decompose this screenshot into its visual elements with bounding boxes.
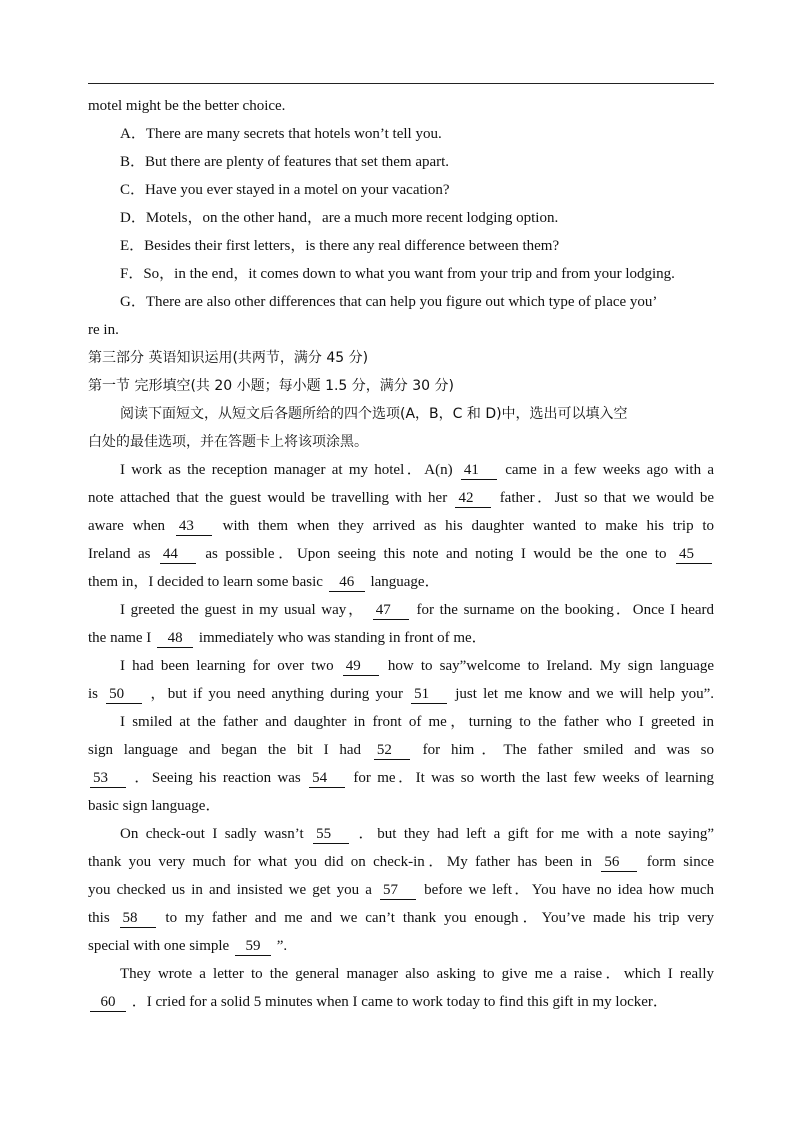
passage-text: came in a few weeks ago with a <box>505 462 715 478</box>
passage-text: with them when they arrived as his daughter wanted to make his trip to <box>222 518 715 534</box>
text-line: motel might be the better choice. <box>88 98 286 114</box>
blank-41: 41 <box>461 462 497 480</box>
blank-53: 53 <box>90 770 126 788</box>
passage-line <box>88 652 714 680</box>
passage-text: how to say”welcome to Ireland. My sign language <box>387 658 715 674</box>
passage-text: to my father and me and we can’t thank you enough．You’ve made his trip very <box>165 910 715 926</box>
passage-text: special with one simple <box>88 938 230 954</box>
passage-text: I greeted the guest in my usual way， <box>120 602 366 618</box>
passage-line: I smiled at the father and daughter in front of me，turning to the father who I greeted in <box>120 714 714 730</box>
blank-48: 48 <box>157 630 193 648</box>
header-rule <box>88 83 714 84</box>
blank-49: 49 <box>343 658 379 676</box>
passage-text: I work as the reception manager at my hotel．A(n) <box>120 462 453 478</box>
passage-text: is <box>88 686 99 702</box>
option-a: A．There are many secrets that hotels won’t tell you. <box>120 126 442 142</box>
option-c: C．Have you ever stayed in a motel on your vacation? <box>120 182 450 198</box>
passage-text: father．Just so that we would be <box>499 490 715 506</box>
passage-text: before we left．You have no idea how much <box>424 882 714 898</box>
blank-45: 45 <box>676 546 712 564</box>
option-g: G．There are also other differences that can help you figure out which type of place you’ <box>120 294 658 310</box>
passage-text: this <box>88 910 110 926</box>
blank-47: 47 <box>373 602 409 620</box>
passage-line <box>88 764 714 792</box>
passage-line: They wrote a letter to the general manager also asking to give me a raise．which I really <box>120 966 714 982</box>
passage-text: ，but if you need anything during your <box>150 686 403 702</box>
blank-50: 50 <box>106 686 142 704</box>
passage-line <box>88 848 714 876</box>
blank-42: 42 <box>455 490 491 508</box>
passage-line <box>88 820 714 848</box>
blank-44: 44 <box>160 546 196 564</box>
passage-text: the name I <box>88 630 152 646</box>
passage-line <box>88 596 714 624</box>
section-heading: 第三部分 英语知识运用(共两节，满分 45 分) <box>88 350 369 366</box>
passage-line <box>88 484 714 512</box>
option-f: F．So，in the end，it comes down to what you want from your trip and from your lodging. <box>120 266 675 282</box>
passage-text: for me．It was so worth the last few weeks of learning <box>353 770 715 786</box>
passage-text: just let me know and we will help you”. <box>455 686 715 702</box>
passage-line: basic sign language． <box>88 798 221 814</box>
instructions-line-2: 白处的最佳选项，并在答题卡上将该项涂黑。 <box>88 434 368 450</box>
passage-text: I had been learning for over two <box>120 658 334 674</box>
blank-59: 59 <box>235 938 271 956</box>
passage-text: ”. <box>276 938 288 954</box>
passage-text: ．Seeing his reaction was <box>134 770 301 786</box>
blank-56: 56 <box>601 854 637 872</box>
blank-52: 52 <box>374 742 410 760</box>
passage-text: note attached that the guest would be travelling with her <box>88 490 448 506</box>
passage-line <box>88 456 714 484</box>
passage-text: sign language and began the bit I had <box>88 742 362 758</box>
blank-60: 60 <box>90 994 126 1012</box>
passage-line <box>88 932 714 960</box>
blank-46: 46 <box>329 574 365 592</box>
passage-line <box>88 988 714 1016</box>
blank-57: 57 <box>380 882 416 900</box>
passage-text: ．I cried for a solid 5 minutes when I came to work today to find this gift in my locker． <box>131 994 668 1010</box>
passage-text: for him．The father smiled and was so <box>422 742 715 758</box>
subsection-heading: 第一节 完形填空(共 20 小题；每小题 1.5 分，满分 30 分) <box>88 378 454 394</box>
passage-line <box>88 904 714 932</box>
option-d: D．Motels，on the other hand，are a much more recent lodging option. <box>120 210 559 226</box>
passage-line <box>88 568 714 596</box>
passage-text: aware when <box>88 518 166 534</box>
passage-text: On check-out I sadly wasn’t <box>120 826 304 842</box>
passage-text: thank you very much for what you did on check-in．My father has been in <box>88 854 593 870</box>
passage-line <box>88 512 714 540</box>
instructions-line-1: 阅读下面短文，从短文后各题所给的四个选项(A，B，C 和 D)中，选出可以填入空 <box>120 406 628 422</box>
passage-text: immediately who was standing in front of me． <box>198 630 487 646</box>
blank-54: 54 <box>309 770 345 788</box>
passage-line <box>88 876 714 904</box>
passage-line <box>88 736 714 764</box>
blank-55: 55 <box>313 826 349 844</box>
passage-text: them in，I decided to learn some basic <box>88 574 323 590</box>
blank-43: 43 <box>176 518 212 536</box>
blank-58: 58 <box>120 910 156 928</box>
option-e: E．Besides their first letters，is there any real difference between them? <box>120 238 560 254</box>
document-page <box>88 92 714 1016</box>
blank-51: 51 <box>411 686 447 704</box>
option-b: B．But there are plenty of features that set them apart. <box>120 154 450 170</box>
passage-text: as possible．Upon seeing this note and noting I would be the one to <box>205 546 667 562</box>
passage-line <box>88 540 714 568</box>
passage-text: form since <box>646 854 715 870</box>
passage-text: for the surname on the booking．Once I heard <box>416 602 715 618</box>
passage-text: Ireland as <box>88 546 151 562</box>
option-g-cont: re in. <box>88 322 119 338</box>
passage-text: you checked us in and insisted we get you a <box>88 882 372 898</box>
passage-line <box>88 680 714 708</box>
passage-text: ．but they had left a gift for me with a note saying” <box>358 826 715 842</box>
passage-text: language． <box>370 574 440 590</box>
passage-line <box>88 624 714 652</box>
